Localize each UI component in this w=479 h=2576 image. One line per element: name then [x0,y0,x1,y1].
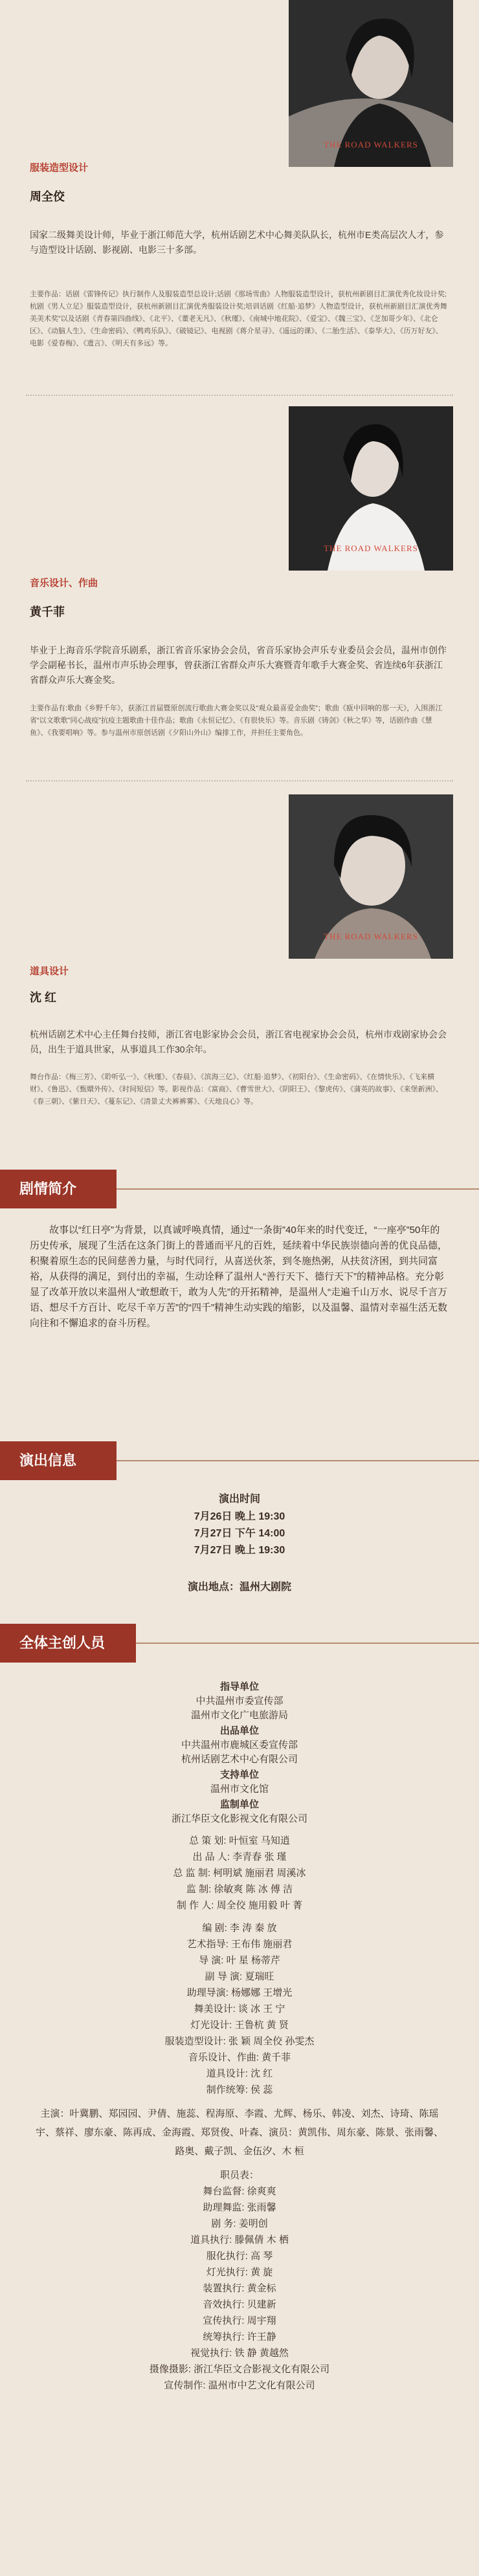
photo-caption: THE ROAD WALKERS [324,932,418,941]
photo-caption: THE ROAD WALKERS [324,140,418,149]
staff-heading: 职员表： [219,2170,259,2181]
staff-line: 灯光执行: 黄 旋 [206,2267,273,2278]
profile-bio: 杭州话剧艺术中心主任舞台技师，浙江省电影家协会会员，浙江省电视家协会会员，杭州市戏剧家协会会员，出生于道具世家，从事道具工作30余年。 [30,1029,447,1054]
profile-name: 黄千菲 [30,606,65,618]
synopsis-text: 故事以“红日亭”为背景，以真诚呼唤真情，通过“一条街”40年来的时代变迁，“一座亭”50年的历史传承，展现了生活在这条门街上的普通而平凡的百姓，延续着中华民族崇德向善的优良品德，积聚着原生态的民间慈善力量，与时代同行，从喜送伙茶，到冬施热粥，从扶贫济困，到共同富裕，从获得的满足，到付出的幸福，生动诠释了温州人“善行天下、德行天下”的精神品格。充分彰显了改革开放以来温州人“敢想敢干，敢为人先”的开拓精神，是温州人“走遍千山万水、说尽千言万语、想尽千方百计、吃尽千辛万苦”的“四千”精神生动实践的缩影，以及温馨、温情对幸福生活无数向往和不懈追求的奋斗历程。 [30,1225,448,1329]
credit-heading: 出品单位 [219,1725,259,1736]
cast-paragraph: 主演：叶冀鹏、郑园园、尹倩、施蕊、程海原、李霞、尤辉、杨乐、韩凌、刘杰、诗琦、陈瑶宇、蔡祥、廖东豪、陈再成、金海霞、郑贤俊、叶森、演员：黄凯伟、周东豪、陈景、张雨馨、路奥、戴子凯、金伍汐、木 桓 [35,2108,443,2157]
performance-time-label: 演出时间 [218,1494,260,1505]
profile-bio: 毕业于上海音乐学院音乐剧系，浙江省音乐家协会会员，省音乐家协会声乐专业委员会会员，温州市创作学会副秘书长，温州市声乐协会理事，曾获浙江省群众声乐大赛暨青年歌手大赛金奖、省连续6年获浙江省群众声乐大赛金奖。 [30,645,447,685]
dotted-divider [26,395,453,396]
section-header-synopsis [0,1170,479,1208]
profile-bio: 国家二级舞美设计师，毕业于浙江师范大学，杭州话剧艺术中心舞美队队长，杭州市E类高层次人才，参与造型设计话剧、影视剧、电影三十多部。 [30,230,444,255]
staff-line: 宣传执行: 周宇翔 [203,2315,276,2326]
profile-works: 主要作品：话剧《雷锋传记》执行制作人及服装造型总设计;话剧《那场雪曲》人物服装造型设计，获杭州新剧目汇演优秀化妆设计奖;杭剧《男人立足》服装造型设计，获杭州新剧目汇演优秀服装设计奖;培训话剧《红船·追梦》人物造型设计，获杭州新剧目汇演优秀舞美美术奖”以及话剧《青春第四曲线》、《北平》、《董老无凡》、《秋瑾》、《南城中地花院》、《爱宝》、《魏三宝》、《芝加哥少年》、《北仑区》、《动脑人生》、《生命密码》、《鸭鸡乐队》、《破镜记》、电视剧《蒋介星寻》、《遥远的课》、《二胎生活》、《泰华大》、《历万好友》、电影《爱春梅》、《遗言》、《明天有多远》等。 [30,290,447,347]
staff-line: 助理导演: 杨娜娜 王增光 [186,1987,293,1998]
credit-line: 温州市文化广电旅游局 [190,1710,288,1721]
credit-heading: 支持单位 [219,1769,259,1780]
staff-line: 助理舞监: 张雨馨 [203,2202,276,2213]
credit-line: 浙江华臣文化影视文化有限公司 [171,1813,307,1824]
portrait-photo [289,794,453,959]
staff-line: 总 策 划: 叶恒室 马知逍 [189,1835,290,1846]
credits-list [0,1679,479,2394]
performance-location: 演出地点：温州大剧院 [187,1582,291,1593]
staff-line: 导 演: 叶 星 杨蒂芹 [199,1955,280,1966]
section-title: 演出信息 [0,1441,117,1480]
staff-line: 摄像摄影: 浙江华臣文合影视文化有限公司 [149,2364,330,2375]
credit-line: 温州市文化馆 [210,1784,269,1795]
staff-line: 音乐设计、作曲: 黄千菲 [188,2052,291,2063]
performance-times [0,1509,479,1559]
credit-line: 中共温州市委宣传部 [195,1696,284,1707]
header-rule [136,1643,479,1644]
staff-line: 装置执行: 黄金标 [203,2283,276,2294]
staff-line: 编 剧: 李 涛 秦 放 [202,1923,277,1934]
section-header-performance [0,1441,479,1480]
staff-line: 灯光设计: 王鲁杭 黄 贤 [190,2020,289,2031]
staff-line: 剧 务: 姜明创 [211,2218,268,2229]
section-title: 全体主创人员 [0,1624,136,1663]
credit-line: 中共温州市鹿城区委宣传部 [181,1740,298,1751]
profile-name: 周全佼 [30,190,65,203]
staff-line: 服装造型设计: 张 颖 周全佼 孙雯杰 [164,2036,315,2047]
profile-role: 道具设计 [30,966,69,977]
portrait-photo [289,0,453,167]
photo-caption: THE ROAD WALKERS [324,543,418,553]
staff-line: 音效执行: 贝建新 [203,2299,276,2310]
staff-line: 道具设计: 沈 红 [206,2068,273,2079]
staff-line: 道具执行: 滕佩倩 木 栖 [190,2234,289,2245]
portrait-photo [289,406,453,571]
header-rule [117,1460,479,1461]
credit-line: 杭州话剧艺术中心有限公司 [181,1754,298,1765]
staff-line: 出 品 人: 李青春 张 瑾 [192,1851,287,1862]
staff-line: 视觉执行: 铁 静 黄越然 [190,2348,289,2359]
profile-works: 舞台作品：《梅三芳》、《聆听弘一》、《秋瑾》、《春晨》、《滨海三亿》、《红船·追梦》、《初阳台》、《生命密码》、《在情快乐》、《飞来横财》、《鲁迅》、《甄嬛外传》、《时间短信》等。影视作品：《富商》、《曹雪世大》、《阴阳王》、《黎虎传》、《蒲英的故事》、《来堡新洲》、《春三朝》、《紫日天》、《蔓东记》、《清景丈夫裤裤雾》、《天地良心》等。 [30,1073,443,1106]
staff-line: 制 作 人: 周全佼 施用毅 叶 菁 [176,1900,303,1911]
section-header-credits [0,1624,479,1663]
staff-line: 副 导 演: 夏瑞旺 [205,1971,274,1982]
staff-line: 宣传制作: 温州市中艺文化有限公司 [164,2380,315,2391]
staff-line: 舞美设计: 谈 冰 王 宁 [194,2003,285,2014]
staff-line: 监 制: 徐敏爽 陈 冰 傅 洁 [186,1884,293,1895]
staff-line: 服化执行: 高 琴 [206,2251,273,2262]
profile-role: 服装造型设计 [30,162,89,173]
staff-line: 统筹执行: 许王静 [203,2331,276,2342]
profile-role: 音乐设计、作曲 [30,578,98,589]
staff-line: 制作统筹: 侯 蕊 [206,2084,273,2095]
performance-time: 7月26日 晚上 19:30 [194,1511,285,1522]
profile-works: 主要作品有:歌曲《乡野千年》，获浙江首届暨原创流行歌曲大赛金奖以及“观众最喜爱金曲奖”；歌曲《瓯中回响的那一天》，入围浙江省“以文歌歌”同心战疫”抗疫主题歌曲十佳作品；歌曲《永恒记忆》、《有很快乐》等。音乐剧《铸剑》《秋之华》等，话剧作曲《慧鱼》、《我要唱响》等。参与温州市原创话剧《夕阳山外山》编排工作，并担任主要角色。 [30,704,443,737]
staff-line: 舞台监督: 徐爽爽 [203,2186,276,2197]
header-rule [117,1188,479,1190]
credit-heading: 指导单位 [219,1681,259,1692]
profile-name: 沈 红 [30,991,57,1004]
credit-heading: 监制单位 [219,1799,259,1810]
staff-line: 艺术指导: 王布伟 施丽君 [186,1939,293,1950]
performance-time: 7月27日 晚上 19:30 [194,1545,285,1556]
staff-line: 总 监 制: 柯明斌 施丽君 周溪冰 [173,1868,306,1879]
performance-time: 7月27日 下午 14:00 [194,1528,285,1539]
dotted-divider [26,780,453,781]
section-title: 剧情简介 [0,1170,117,1208]
